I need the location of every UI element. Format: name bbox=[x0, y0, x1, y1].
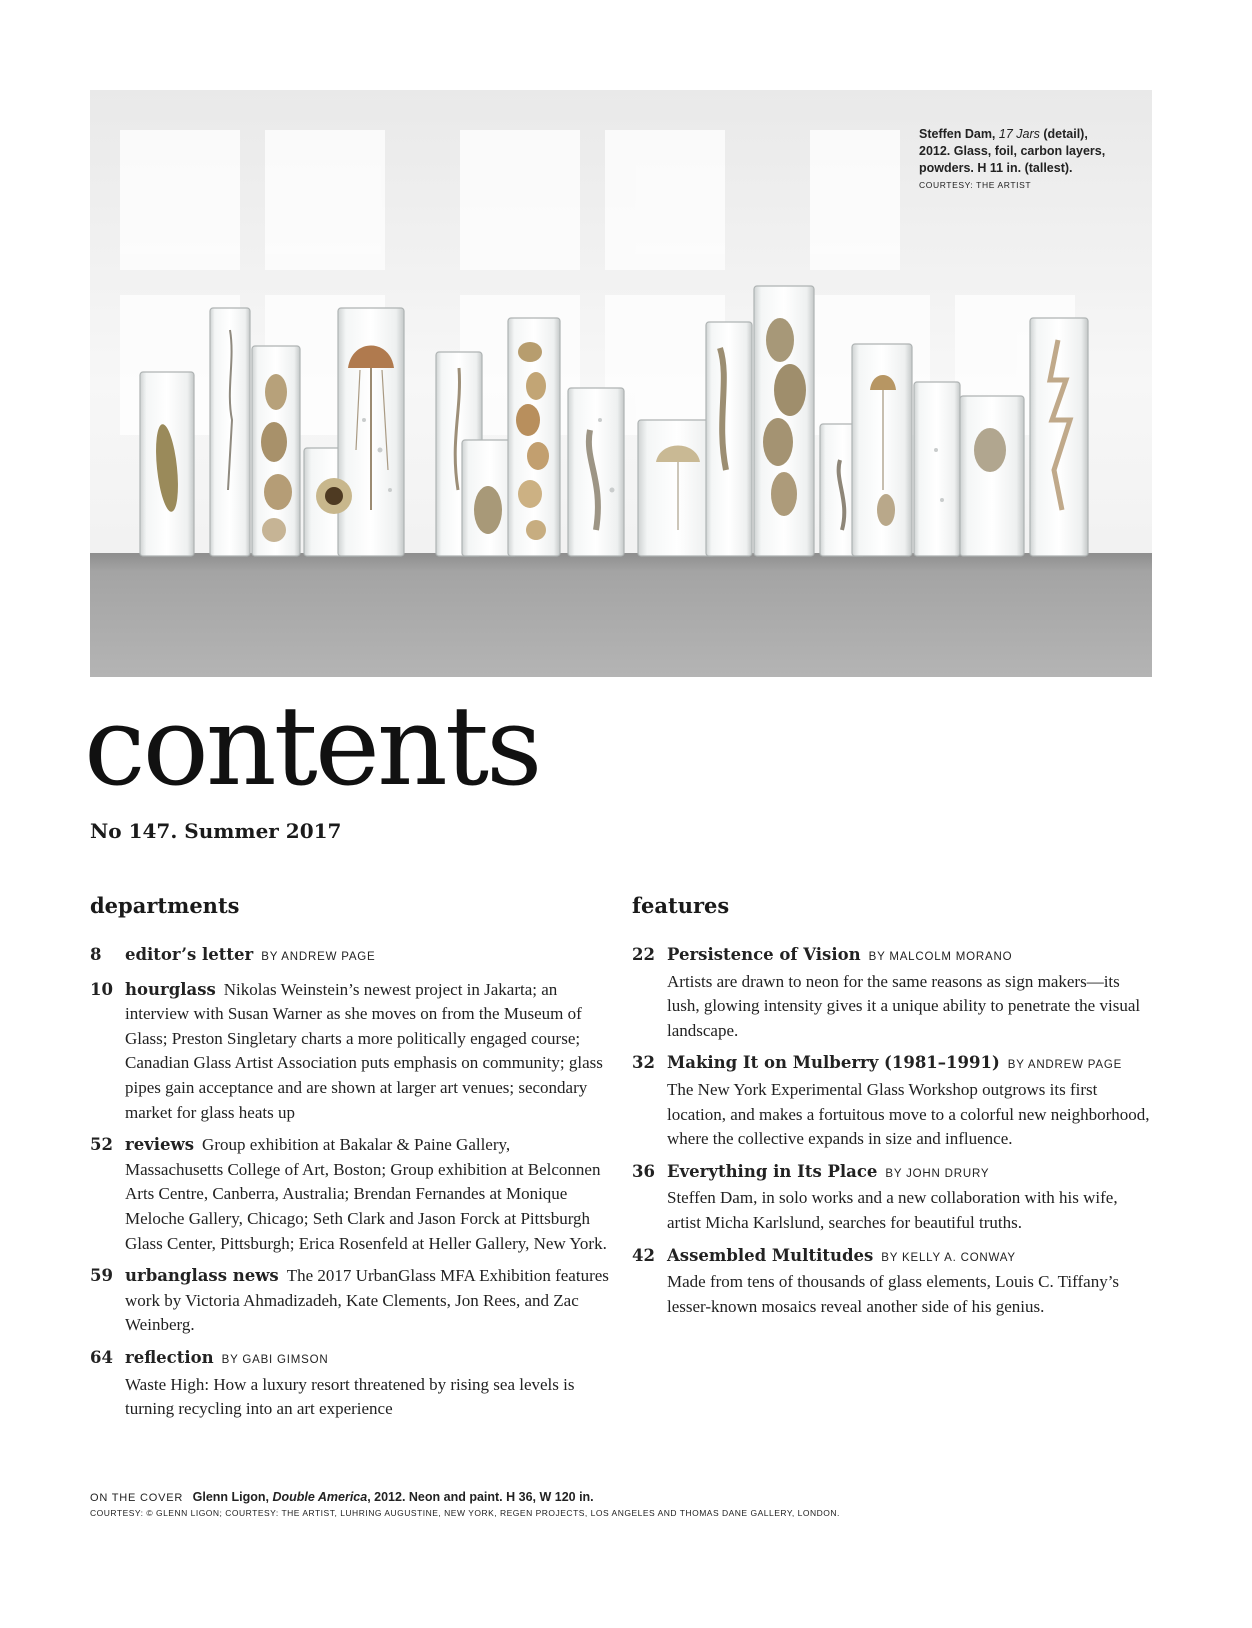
caption-line-2: 2012. Glass, foil, carbon layers, bbox=[919, 144, 1106, 158]
toc-entry-editors-letter[interactable] bbox=[90, 943, 610, 970]
toc-byline: BY JOHN DRURY bbox=[885, 1167, 990, 1180]
features-column bbox=[632, 893, 1152, 1327]
toc-entry-assembled-multitudes[interactable] bbox=[632, 1244, 1152, 1320]
toc-page-number: 22 bbox=[632, 945, 655, 964]
toc-title: reviews bbox=[125, 1135, 195, 1155]
caption-work-title: 17 Jars bbox=[998, 127, 1040, 141]
toc-byline: BY ANDREW PAGE bbox=[1007, 1059, 1123, 1072]
toc-description: Nikolas Weinstein’s newest project in Jakarta; an interview with Susan Warner as she moves on from the Museum of Glass; Preston Singletary charts a more politically engaged course; Canadian Glass Artist Association puts emphasis on community; glass pipes gain acceptance and are shown at larger art venues; secondary market for glass heats up bbox=[125, 979, 603, 1122]
toc-entry-making-it-on-mulberry[interactable] bbox=[632, 1051, 1152, 1151]
features-heading: features bbox=[632, 893, 730, 918]
toc-entry-hourglass[interactable] bbox=[90, 978, 610, 1126]
departments-column bbox=[90, 893, 610, 1430]
cover-label: ON THE COVER bbox=[90, 1492, 184, 1504]
toc-title: Assembled Multitudes bbox=[667, 1245, 874, 1265]
toc-entry-urbanglass-news[interactable] bbox=[90, 1264, 610, 1338]
toc-page-number: 64 bbox=[90, 1347, 113, 1367]
toc-description: Group exhibition at Bakalar & Paine Gallery, Massachusetts College of Art, Boston; Group exhibition at Belconnen Arts Centre, Canberra, Australia; Brendan Fernandes at Monique Meloche Gallery, Chicago; Seth Clark and Jason Forck at Pittsburgh Glass Center, Pittsburgh; Erica Rosenfeld at Heller Gallery, New York. bbox=[125, 1135, 607, 1253]
toc-page-number: 36 bbox=[632, 1161, 655, 1181]
cover-credit: COURTESY: © GLENN LIGON; COURTESY: THE ARTIST, LUHRING AUGUSTINE, NEW YORK, REGEN PROJECTS, LOS ANGELES AND THOMAS DANE GALLERY, LONDON. bbox=[90, 1508, 840, 1518]
toc-title: urbanglass news bbox=[125, 1266, 279, 1286]
toc-page-number: 8 bbox=[90, 945, 102, 964]
issue-number: No 147. Summer 2017 bbox=[90, 819, 342, 843]
toc-description: Steffen Dam, in solo works and a new collaboration with his wife, artist Micha Karlslund, searches for beautiful truths. bbox=[667, 1188, 1118, 1232]
toc-page-number: 10 bbox=[90, 979, 113, 999]
toc-title: Making It on Mulberry (1981–1991) bbox=[667, 1053, 1000, 1073]
toc-byline: BY KELLY A. CONWAY bbox=[881, 1251, 1016, 1264]
toc-entry-persistence-of-vision[interactable] bbox=[632, 943, 1152, 1043]
toc-description: The New York Experimental Glass Workshop outgrows its first location, and makes a fortuitous move to a colorful new neighborhood, where the collective expands in size and influence. bbox=[667, 1079, 1150, 1149]
departments-heading: departments bbox=[90, 893, 240, 918]
cover-details: , 2012. Neon and paint. H 36, W 120 in. bbox=[367, 1490, 594, 1504]
toc-byline: BY ANDREW PAGE bbox=[261, 951, 376, 963]
page-title: contents bbox=[84, 682, 540, 810]
cover-work-title: Double America bbox=[272, 1490, 368, 1504]
toc-entry-reflection[interactable] bbox=[90, 1346, 610, 1422]
toc-page-number: 32 bbox=[632, 1053, 655, 1073]
toc-page-number: 59 bbox=[90, 1266, 113, 1286]
caption-detail: (detail), bbox=[1039, 127, 1088, 141]
toc-title: editor’s letter bbox=[125, 945, 254, 964]
toc-title: reflection bbox=[125, 1347, 214, 1367]
cover-note bbox=[90, 1489, 1152, 1520]
toc-byline: BY MALCOLM MORANO bbox=[868, 951, 1013, 963]
toc-byline: BY GABI GIMSON bbox=[221, 1353, 329, 1366]
toc-description: Artists are drawn to neon for the same reasons as sign makers—its lush, glowing intensity gives it a unique ability to penetrate the visual landscape. bbox=[667, 971, 1141, 1040]
toc-title: hourglass bbox=[125, 979, 216, 999]
toc-entry-reviews[interactable] bbox=[90, 1133, 610, 1256]
toc-description: Waste High: How a luxury resort threatened by rising sea levels is turning recycling into an art experience bbox=[125, 1374, 575, 1419]
caption-line-3: powders. H 11 in. (tallest). bbox=[919, 161, 1073, 175]
toc-description: Made from tens of thousands of glass elements, Louis C. Tiffany’s lesser-known mosaics reveal another side of his genius. bbox=[667, 1272, 1120, 1316]
caption-artist: Steffen Dam, bbox=[919, 127, 996, 141]
toc-title: Everything in Its Place bbox=[667, 1161, 878, 1181]
cover-artist: Glenn Ligon, bbox=[192, 1490, 270, 1504]
toc-page-number: 52 bbox=[90, 1135, 113, 1155]
photo-caption bbox=[919, 126, 1139, 192]
caption-credit: COURTESY: THE ARTIST bbox=[919, 180, 1032, 190]
toc-page-number: 42 bbox=[632, 1245, 655, 1265]
cover-note-line bbox=[90, 1489, 1152, 1507]
toc-description: The 2017 UrbanGlass MFA Exhibition features work by Victoria Ahmadizadeh, Kate Clements, Jon Rees, and Zac Weinberg. bbox=[125, 1266, 609, 1335]
toc-entry-everything-in-its-place[interactable] bbox=[632, 1160, 1152, 1236]
toc-title: Persistence of Vision bbox=[667, 945, 861, 964]
cover-photo bbox=[90, 90, 1152, 677]
